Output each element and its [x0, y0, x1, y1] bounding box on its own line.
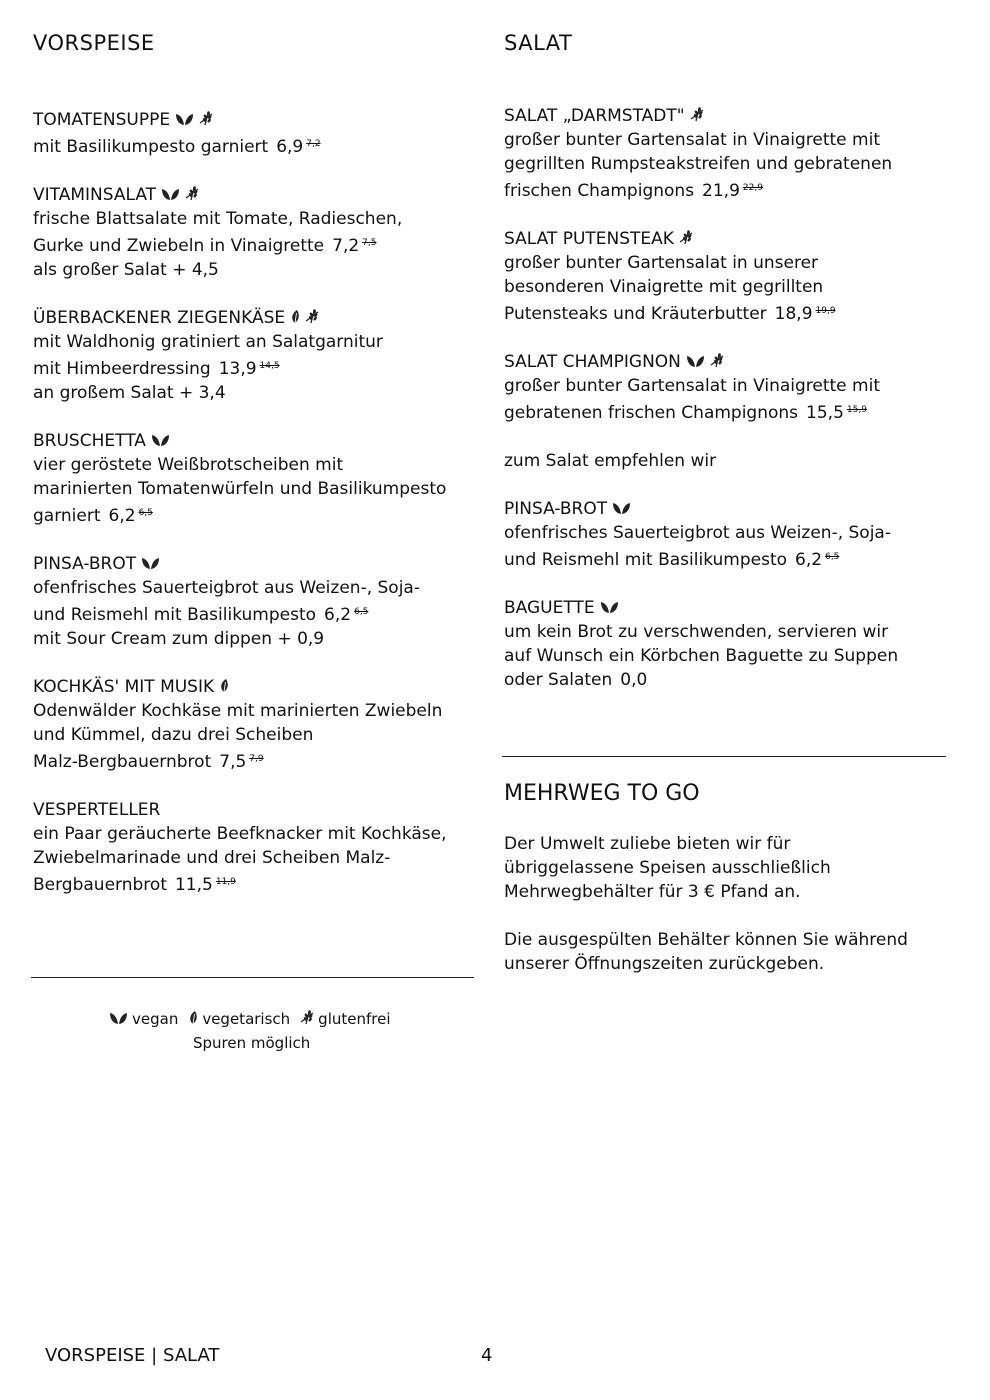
menu-item-price: 18,9 [774, 304, 813, 324]
menu-item-description [504, 299, 944, 326]
footer-section-label: VORSPEISE | SALAT [45, 1345, 220, 1366]
mehrweg-text-line: Der Umwelt zuliebe bieten wir für [504, 834, 791, 854]
description-text: mit Basilikumpesto garniert [33, 137, 269, 157]
description-text: frischen Champignons [504, 181, 695, 201]
menu-item-description [33, 822, 473, 846]
vegetarian-icon [290, 309, 300, 324]
description-text: und Reismehl mit Basilikumpesto [33, 605, 317, 625]
description-text: zum Salat empfehlen wir [504, 451, 717, 471]
description-text: besonderen Vinaigrette mit gegrillten [504, 277, 824, 297]
menu-item-description [33, 723, 473, 747]
glutenfree-icon [199, 111, 213, 126]
menu-item [33, 552, 473, 651]
menu-item-description [504, 398, 944, 425]
description-text: garniert [33, 506, 101, 526]
menu-item-name: KOCHKÄS' MIT MUSIK [33, 677, 215, 697]
menu-item-price: 13,9 [218, 359, 257, 379]
description-text: auf Wunsch ein Körbchen Baguette zu Suppen [504, 646, 899, 666]
legend-vegetarian-label: vegetarisch [202, 1010, 291, 1028]
menu-item-description [33, 870, 473, 897]
description-text: Malz-Bergbauernbrot [33, 752, 212, 772]
menu-item [504, 596, 944, 692]
vegan-icon [151, 433, 170, 447]
menu-item-description [504, 620, 944, 644]
menu-item-name: BAGUETTE [504, 598, 595, 618]
menu-item-description [33, 330, 473, 354]
description-text: Zwiebelmarinade und drei Scheiben Malz- [33, 848, 391, 868]
menu-item-old-price: 15,9 [846, 405, 867, 415]
menu-item-description [33, 231, 473, 258]
left-menu-items [33, 108, 473, 921]
menu-item-price: 11,5 [174, 875, 213, 895]
menu-item-old-price: 7,2 [306, 139, 321, 149]
menu-item-name: ÜBERBACKENER ZIEGENKÄSE [33, 308, 286, 328]
page-number: 4 [481, 1345, 493, 1366]
menu-item-title [33, 552, 473, 576]
menu-item-title [504, 596, 944, 620]
menu-item-price: 6,2 [324, 605, 352, 625]
menu-item-description [504, 545, 944, 572]
menu-item-description [33, 207, 473, 231]
menu-item-description [33, 747, 473, 774]
menu-item-description [504, 668, 944, 692]
glutenfree-icon [690, 107, 704, 122]
description-text: großer bunter Gartensalat in Vinaigrette mit [504, 376, 880, 396]
menu-item-description [504, 128, 944, 152]
menu-item [504, 104, 944, 203]
vegan-icon [175, 112, 194, 126]
menu-item-title [33, 798, 473, 822]
description-text: marinierten Tomatenwürfeln und Basilikumpesto [33, 479, 447, 499]
description-text: großer bunter Gartensalat in Vinaigrette mit [504, 130, 880, 150]
vegan-icon [141, 556, 160, 570]
menu-item [33, 183, 473, 282]
description-text: Gurke und Zwiebeln in Vinaigrette [33, 236, 325, 256]
menu-item-old-price: 7,5 [362, 238, 377, 248]
mehrweg-body [504, 832, 944, 1000]
menu-item-extra: als großer Salat + 4,5 [33, 260, 219, 280]
legend-glutenfree-label: glutenfrei [318, 1010, 391, 1028]
menu-item-old-price: 7,9 [249, 754, 264, 764]
menu-item-description [504, 374, 944, 398]
menu-item-description [33, 477, 473, 501]
menu-item-price: 0,0 [620, 670, 648, 690]
menu-item-name: SALAT „DARMSTADT" [504, 106, 685, 126]
menu-item-price: 6,9 [276, 137, 304, 157]
vegan-icon [600, 600, 619, 614]
description-text: gegrillten Rumpsteakstreifen und gebratenen [504, 154, 893, 174]
menu-item [504, 350, 944, 425]
menu-item [33, 798, 473, 897]
section-heading-vorspeise: VORSPEISE [33, 31, 155, 55]
menu-item-old-price: 19,9 [815, 306, 836, 316]
mehrweg-text-line: übriggelassene Speisen ausschließlich [504, 858, 831, 878]
description-text: mit Himbeerdressing [33, 359, 211, 379]
description-text: Putensteaks und Kräuterbutter [504, 304, 767, 324]
menu-item-old-price: 6,5 [354, 607, 369, 617]
menu-item-price: 7,5 [219, 752, 247, 772]
menu-item-name: VITAMINSALAT [33, 185, 157, 205]
menu-item-extra: mit Sour Cream zum dippen + 0,9 [33, 629, 325, 649]
menu-item-name: SALAT PUTENSTEAK [504, 229, 674, 249]
mehrweg-heading: MEHRWEG TO GO [504, 781, 700, 806]
menu-item-description [504, 449, 944, 473]
menu-item-title [33, 108, 473, 132]
description-text: mit Waldhonig gratiniert an Salatgarnitur [33, 332, 383, 352]
section-heading-salat: SALAT [504, 31, 573, 55]
description-text: ofenfrisches Sauerteigbrot aus Weizen-, Soja- [33, 578, 420, 598]
glutenfree-icon [185, 186, 199, 201]
description-text: Odenwälder Kochkäse mit marinierten Zwiebeln [33, 701, 443, 721]
description-text: vier geröstete Weißbrotscheiben mit [33, 455, 344, 475]
vegan-icon [686, 354, 705, 368]
menu-item-name: PINSA-BROT [504, 499, 608, 519]
mehrweg-text-line: Die ausgespülten Behälter können Sie während [504, 930, 908, 950]
menu-item-name: VESPERTELLER [33, 800, 161, 820]
menu-item-price: 6,2 [795, 550, 823, 570]
glutenfree-icon [300, 1010, 314, 1025]
menu-item-title [33, 306, 473, 330]
menu-item-description [33, 699, 473, 723]
menu-item [33, 675, 473, 774]
mehrweg-text-line: Mehrwegbehälter für 3 € Pfand an. [504, 882, 801, 902]
menu-item-old-price: 14,5 [259, 361, 280, 371]
menu-item-price: 7,2 [332, 236, 360, 256]
glutenfree-icon [679, 230, 693, 245]
vegetarian-icon [188, 1010, 198, 1025]
menu-item-title [504, 104, 944, 128]
vegetarian-icon [219, 678, 229, 693]
description-text: frische Blattsalate mit Tomate, Radieschen, [33, 209, 403, 229]
menu-item-description [504, 152, 944, 176]
menu-item-description [33, 846, 473, 870]
menu-item-name: TOMATENSUPPE [33, 110, 171, 130]
right-divider [502, 756, 946, 757]
legend-note: Spuren möglich [193, 1034, 311, 1052]
menu-item-old-price: 11,9 [215, 877, 236, 887]
menu-item-description [504, 176, 944, 203]
menu-item-title [33, 429, 473, 453]
description-text: gebratenen frischen Champignons [504, 403, 799, 423]
description-text: und Kümmel, dazu drei Scheiben [33, 725, 314, 745]
menu-item-title [33, 183, 473, 207]
vegan-icon [161, 187, 180, 201]
menu-item [504, 449, 944, 473]
menu-item [504, 227, 944, 326]
menu-item-title [504, 227, 944, 251]
mehrweg-text-line: unserer Öffnungszeiten zurückgeben. [504, 954, 825, 974]
menu-item-description [504, 521, 944, 545]
menu-item-description [504, 644, 944, 668]
mehrweg-paragraph [504, 928, 944, 976]
description-text: großer bunter Gartensalat in unserer [504, 253, 819, 273]
menu-item-extra: an großem Salat + 3,4 [33, 383, 226, 403]
menu-item [504, 497, 944, 572]
dietary-legend [109, 1007, 391, 1031]
right-menu-items [504, 104, 944, 716]
description-text: ofenfrisches Sauerteigbrot aus Weizen-, Soja- [504, 523, 891, 543]
glutenfree-icon [305, 309, 319, 324]
menu-item-description [33, 453, 473, 477]
menu-item-price: 15,5 [806, 403, 844, 423]
menu-item-price: 21,9 [702, 181, 740, 201]
menu-item-price: 6,2 [108, 506, 136, 526]
menu-item-name: SALAT CHAMPIGNON [504, 352, 681, 372]
menu-item-name: PINSA-BROT [33, 554, 137, 574]
menu-item-description [33, 576, 473, 600]
vegan-icon [612, 501, 631, 515]
vegan-icon [109, 1011, 128, 1025]
menu-item-description [504, 251, 944, 275]
menu-item-title [504, 350, 944, 374]
menu-item-title [504, 497, 944, 521]
description-text: und Reismehl mit Basilikumpesto [504, 550, 788, 570]
menu-item-description [33, 501, 473, 528]
description-text: Bergbauernbrot [33, 875, 167, 895]
menu-item-description [504, 275, 944, 299]
mehrweg-paragraph [504, 832, 944, 904]
legend-vegan-label: vegan [132, 1010, 179, 1028]
glutenfree-icon [710, 353, 724, 368]
menu-item-old-price: 6,5 [138, 508, 153, 518]
menu-item-old-price: 6,5 [825, 552, 840, 562]
description-text: ein Paar geräucherte Beefknacker mit Kochkäse, [33, 824, 447, 844]
menu-item-description [33, 354, 473, 381]
menu-item [33, 108, 473, 159]
menu-item-name: BRUSCHETTA [33, 431, 146, 451]
menu-item-description [33, 600, 473, 627]
menu-item [33, 429, 473, 528]
menu-item-old-price: 22,9 [742, 183, 763, 193]
menu-item [33, 306, 473, 405]
description-text: oder Salaten [504, 670, 613, 690]
left-divider [31, 977, 474, 978]
description-text: um kein Brot zu verschwenden, servieren wir [504, 622, 889, 642]
menu-item-description [33, 132, 473, 159]
menu-item-title [33, 675, 473, 699]
